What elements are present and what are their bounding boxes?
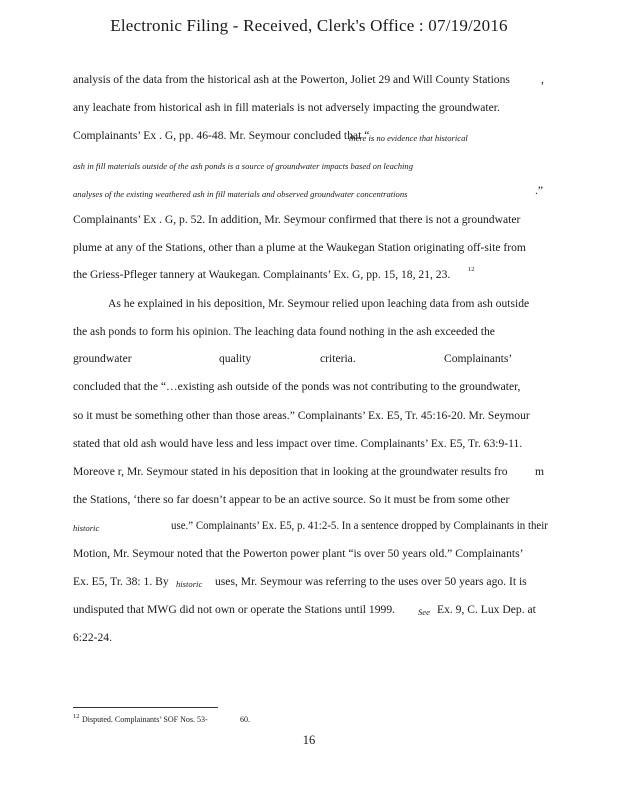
text-line: concluded that the “…existing ash outside of the ponds was not contributing to the groundwater,: [73, 380, 521, 393]
text-line: Ex. 9, C. Lux Dep. at: [437, 603, 536, 616]
quote-italic: there is no evidence that historical: [349, 133, 468, 143]
text-line: the ash ponds to form his opinion. The leaching data found nothing in the ash exceeded the: [73, 325, 495, 338]
quote-italic: analyses of the existing weathered ash in fill materials and observed groundwater concentrations: [73, 189, 408, 199]
text-line: any leachate from historical ash in fill materials is not adversely impacting the groundwater.: [73, 101, 500, 114]
text-word: quality: [219, 352, 252, 365]
text-italic: historic: [73, 523, 100, 533]
text-line-end: ,: [541, 73, 544, 86]
footnote-mark: 12: [73, 713, 80, 720]
text-line: Complainants’ Ex . G, p. 52. In addition, Mr. Seymour confirmed that there is not a groundwater: [73, 213, 521, 226]
text-line-end: .”: [535, 184, 544, 197]
filing-header: Electronic Filing - Received, Clerk's Office : 07/19/2016: [110, 16, 508, 35]
text-line: Motion, Mr. Seymour noted that the Powerton power plant “is over 50 years old.” Complainants’: [73, 547, 524, 560]
text-line: the Griess-Pfleger tannery at Waukegan. Complainants’ Ex. G, pp. 15, 18, 21, 23.: [73, 268, 451, 281]
text-line: use.” Complainants’ Ex. E5, p. 41:2-5. In a sentence dropped by Complainants in their: [171, 519, 548, 532]
footnote-divider: [73, 707, 218, 708]
footnote-reference: 12: [468, 266, 475, 273]
text-line: stated that old ash would have less and less impact over time. Complainants’ Ex. E5, Tr. 63:9-11.: [73, 437, 523, 450]
text-italic: See: [418, 607, 430, 617]
footnote-text: Disputed. Complainants’ SOF Nos. 53-: [82, 715, 208, 724]
text-word: Complainants’: [444, 352, 513, 365]
page-number: 16: [302, 733, 316, 747]
text-line: analysis of the data from the historical ash at the Powerton, Joliet 29 and Will County Stations: [73, 73, 510, 86]
footnote-text: 60.: [240, 715, 250, 724]
text-word: groundwater: [73, 352, 132, 365]
text-line: uses, Mr. Seymour was referring to the uses over 50 years ago. It is: [215, 575, 527, 588]
text-italic: historic: [176, 579, 203, 589]
text-line: Ex. E5, Tr. 38: 1. By: [73, 575, 169, 588]
text-line: Complainants’ Ex . G, pp. 46-48. Mr. Seymour concluded that “: [73, 129, 370, 142]
text-line-end: m: [535, 465, 545, 478]
text-line: undisputed that MWG did not own or operate the Stations until 1999.: [73, 603, 396, 616]
quote-italic: ash in fill materials outside of the ash ponds is a source of groundwater impacts based on leaching: [73, 161, 413, 171]
text-line: plume at any of the Stations, other than a plume at the Waukegan Station originating off-site from: [73, 241, 526, 254]
text-line: so it must be something other than those areas.” Complainants’ Ex. E5, Tr. 45:16-20. Mr. Seymour: [73, 409, 530, 422]
text-word: criteria.: [320, 352, 356, 365]
text-line: 6:22-24.: [73, 631, 112, 644]
text-line: the Stations, ‘there so far doesn’t appear to be an active source. So it must be from some other: [73, 493, 510, 506]
text-line: Moreove r, Mr. Seymour stated in his deposition that in looking at the groundwater results fro: [73, 465, 508, 478]
text-line: As he explained in his deposition, Mr. Seymour relied upon leaching data from ash outside: [108, 297, 530, 310]
